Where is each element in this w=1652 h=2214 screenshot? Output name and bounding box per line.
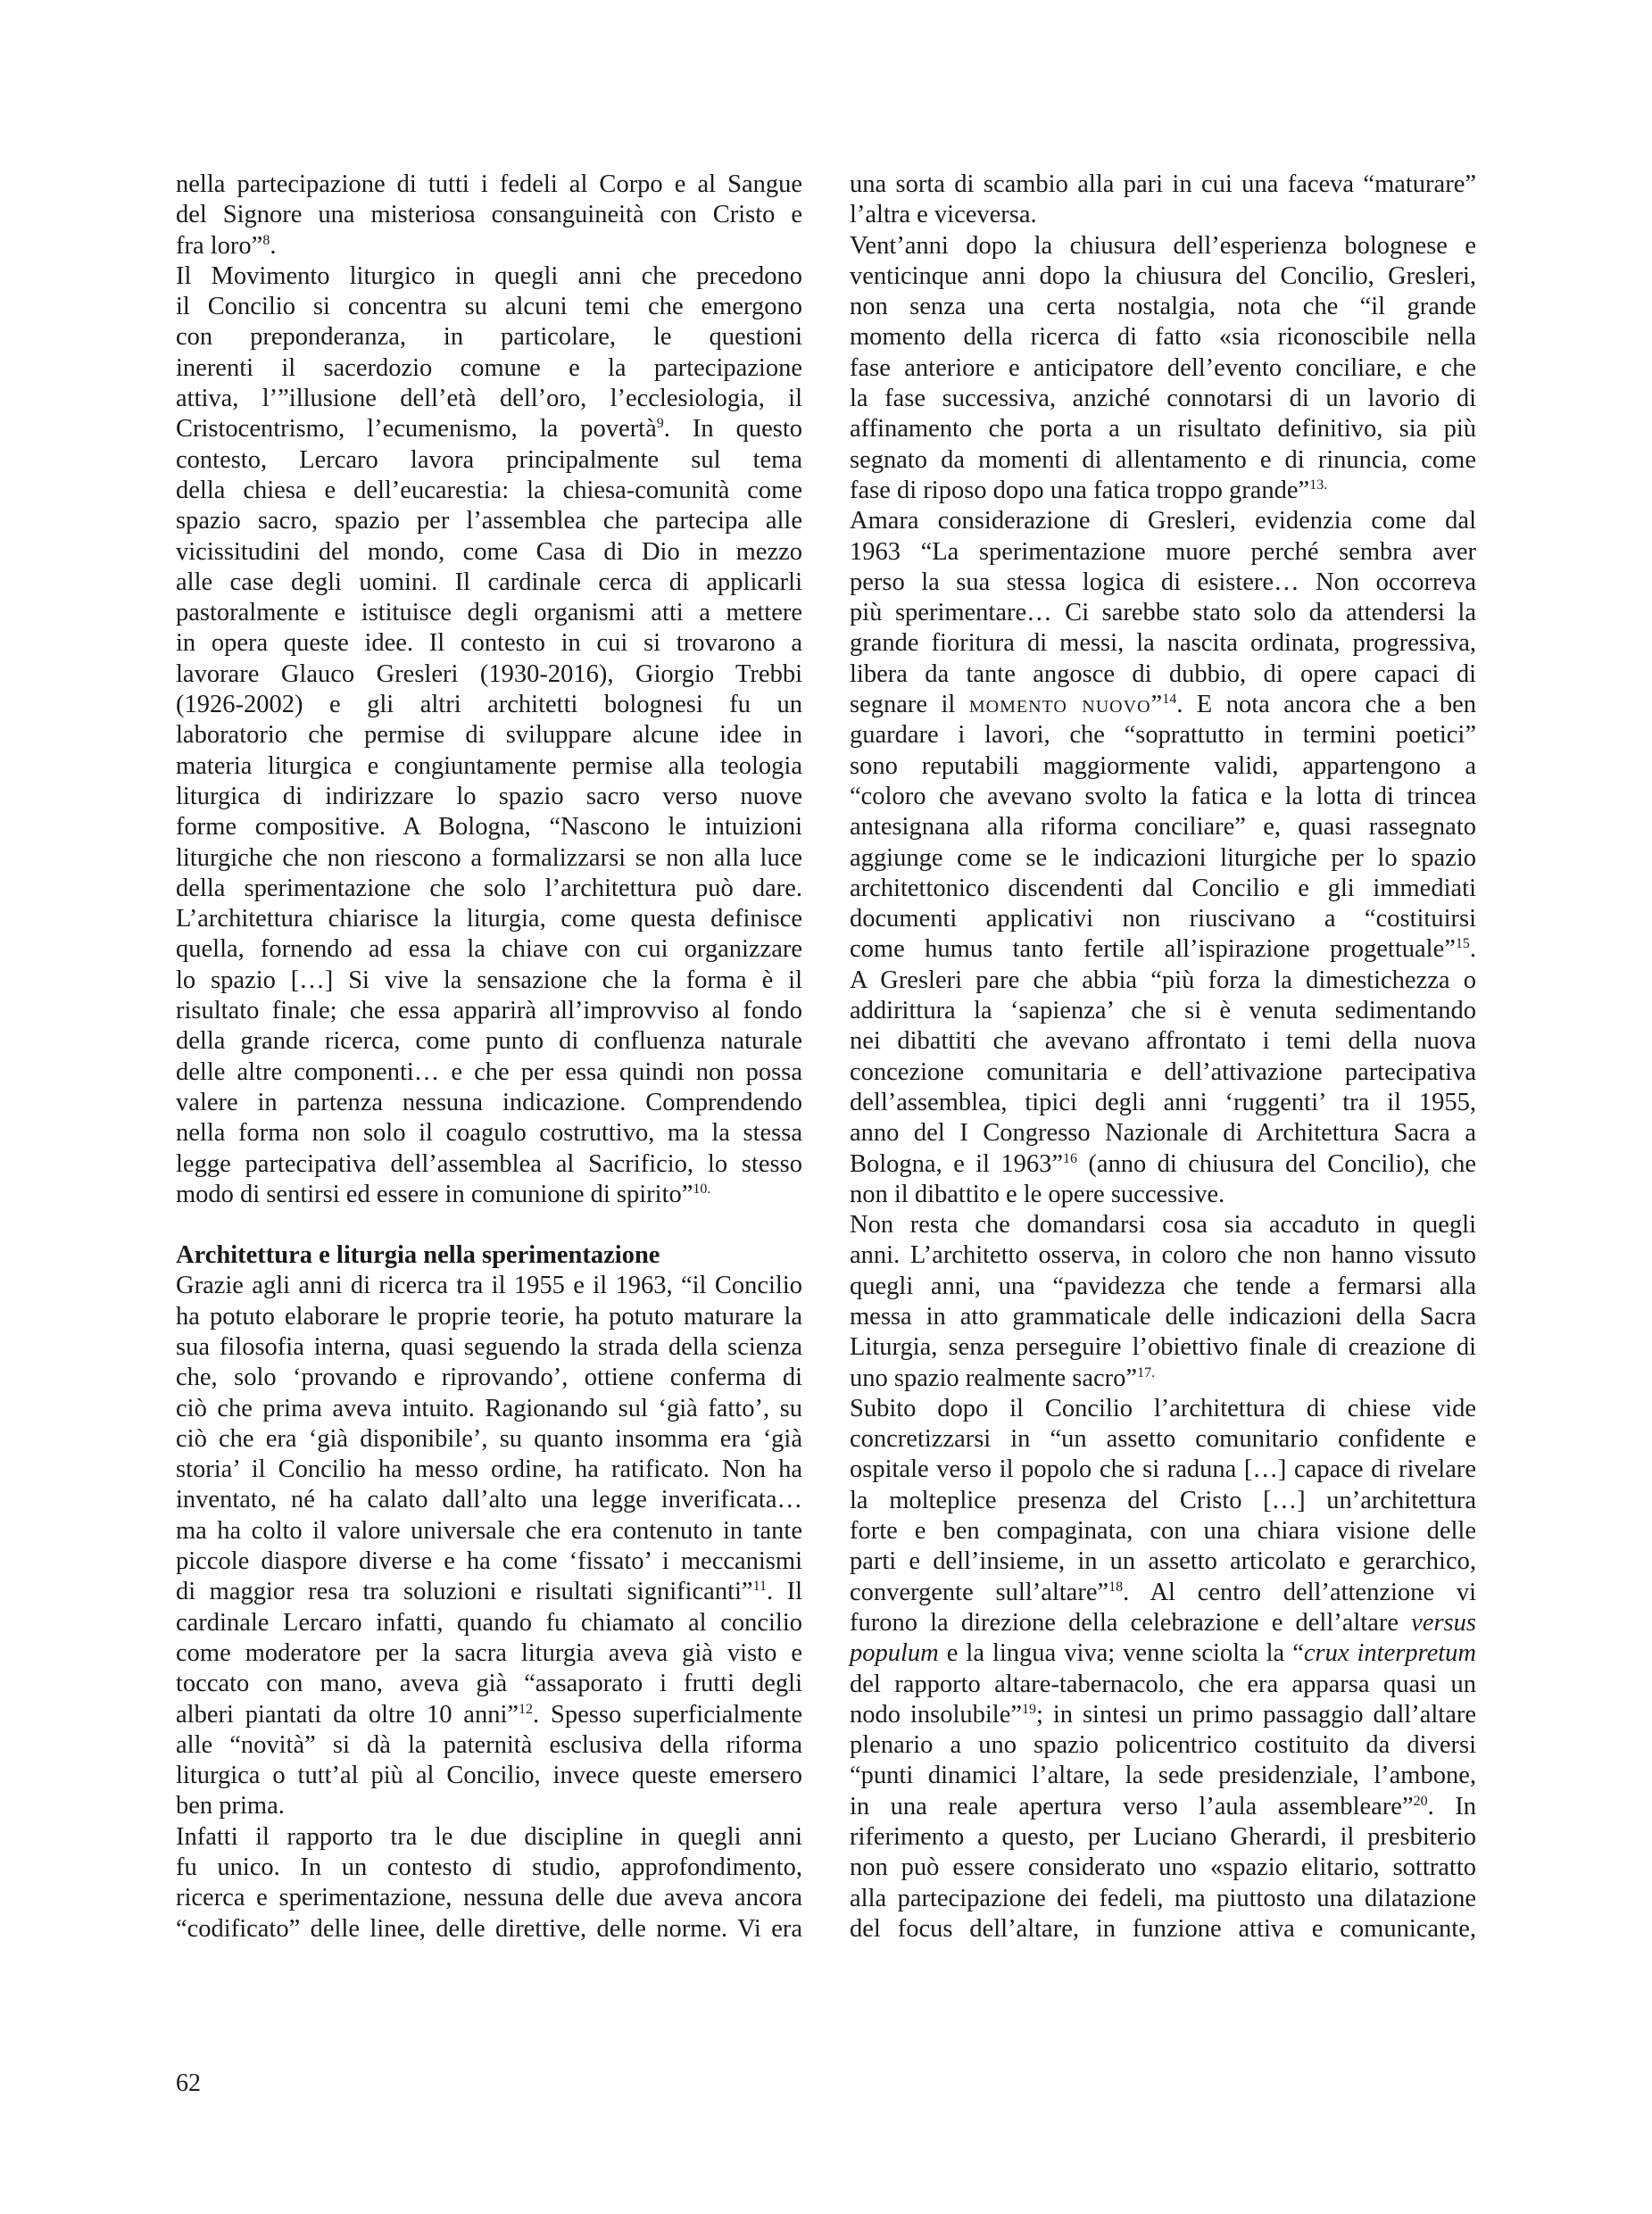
text-line: anno del I Congresso Nazionale di Architettura Sacra a (850, 1119, 1476, 1148)
text-line: perso la sua stessa logica di esistere… Non occorreva (850, 568, 1476, 596)
text-line: risultato finale; che essa apparirà all’improvviso al fondo (176, 997, 802, 1025)
footnote-ref[interactable]: 14 (1162, 692, 1177, 708)
text-line: fra loro”$^8$. (176, 231, 277, 260)
latin-term: versus (1411, 1608, 1476, 1637)
text-line: Amara considerazione di Gresleri, evidenzia come dal (850, 507, 1476, 535)
text-line: Vent’anni dopo la chiusura dell’esperienza bolognese e (850, 231, 1476, 260)
text-line: plenario a uno spazio policentrico costituito da diversi (850, 1731, 1476, 1760)
text-line: sua filosofia interna, quasi seguendo la strada della scienza (176, 1332, 802, 1361)
text-line: attiva, l’”illusione dell’età dell’oro, l’ecclesiologia, il (176, 385, 802, 413)
page-number: 62 (176, 2069, 201, 2097)
text-line: più sperimentare… Ci sarebbe stato solo da attendersi la (850, 599, 1476, 627)
text-line: fase di riposo dopo una fatica troppo grande”$^{13.}$ (850, 476, 1328, 504)
footnote-ref[interactable]: 15 (1455, 936, 1470, 952)
text-line: con preponderanza, in particolare, le questioni (176, 323, 802, 352)
text-line: materia liturgica e congiuntamente permise alla teologia (176, 751, 802, 780)
text-line: in una reale apertura verso l’aula assembleare”$^{20}$. In (850, 1792, 1476, 1820)
text-line: non il dibattito e le opere successive. (850, 1180, 1225, 1208)
footnote-ref[interactable]: 8 (262, 232, 270, 248)
text-line: alle “novità” si dà la paternità esclusiva della riforma (176, 1730, 802, 1759)
footnote-ref[interactable]: 9 (656, 416, 664, 432)
text-line: valere in partenza nessuna indicazione. Comprendendo (176, 1088, 802, 1116)
paragraph (850, 1394, 1476, 1945)
text-line: ricerca e sperimentazione, nessuna delle due aveva ancora (176, 1884, 802, 1912)
text-line: della sperimentazione che solo l’architettura può dare. (176, 874, 802, 902)
text-line: cardinale Lercaro infatti, quando fu chiamato al concilio (176, 1608, 802, 1637)
text-line: architettonico discendenti dal Concilio e gli immediati (850, 874, 1476, 902)
text-line: nella partecipazione di tutti i fedeli al Corpo e al Sangue (176, 170, 802, 198)
text-line: ha potuto elaborare le proprie teorie, ha potuto maturare la (176, 1302, 802, 1331)
text-line: messa in atto grammaticale delle indicazioni della Sacra (850, 1302, 1476, 1331)
paragraph (176, 170, 802, 261)
text-line: populum e la lingua viva; venne sciolta la “crux interpretum (850, 1639, 1476, 1668)
text-line: momento della ricerca di fatto «sia riconoscibile nella (850, 323, 1476, 352)
text-line: una sorta di scambio alla pari in cui una faceva “maturare” (850, 170, 1476, 198)
text-line: alle case degli uomini. Il cardinale cerca di applicarli (176, 568, 802, 596)
text-line: ma ha colto il valore universale che era contenuto in tante (176, 1516, 802, 1545)
text-line: non senza una certa nostalgia, nota che “il grande (850, 293, 1476, 321)
right-column (850, 170, 1476, 1945)
text-line: la molteplice presenza del Cristo […] un’architettura (850, 1486, 1476, 1514)
footnote-ref[interactable]: 18 (1108, 1579, 1124, 1595)
latin-term: populum (850, 1639, 939, 1668)
text-line: (1926-2002) e gli altri architetti bolognesi fu un (176, 691, 802, 719)
text-line: pastoralmente e istituisce degli organismi atti a mettere (176, 599, 802, 627)
text-line: Grazie agli anni di ricerca tra il 1955 e il 1963, “il Concilio (176, 1272, 802, 1300)
text-line: legge partecipativa dell’assemblea al Sacrificio, lo stesso (176, 1149, 802, 1178)
text-line: la fase successiva, anziché connotarsi di un lavorio di (850, 385, 1476, 413)
text-line: ospitale verso il popolo che si raduna […] capace di rivelare (850, 1455, 1476, 1484)
text-line: venticinque anni dopo la chiusura del Concilio, Gresleri, (850, 261, 1476, 290)
text-line: delle altre componenti… e che per essa quindi non possa (176, 1057, 802, 1086)
text-line: segnato da momenti di allentamento e di rinuncia, come (850, 445, 1476, 474)
text-line: come moderatore per la sacra liturgia aveva già visto e (176, 1638, 802, 1667)
text-line: modo di sentirsi ed essere in comunione di spirito”$^{10.}$ (176, 1180, 711, 1208)
text-line: Non resta che domandarsi cosa sia accaduto in quegli (850, 1211, 1476, 1240)
text-line: “coloro che avevano svolto la fatica e la lotta di trincea (850, 782, 1476, 810)
text-line: dell’assemblea, tipici degli anni ‘ruggenti’ tra il 1955, (850, 1088, 1476, 1116)
text-line: nella forma non solo il coagulo costruttivo, ma la stessa (176, 1119, 802, 1148)
text-line: storia’ il Concilio ha messo ordine, ha ratificato. Non ha (176, 1455, 802, 1484)
text-line: aggiunge come se le indicazioni liturgiche per lo spazio (850, 843, 1476, 872)
text-line: vicissitudini del mondo, come Casa di Dio in mezzo (176, 537, 802, 566)
text-line: “codificato” delle linee, delle direttive, delle norme. Vi era (176, 1914, 802, 1943)
text-line: concezione comunitaria e dell’attivazione partecipativa (850, 1057, 1476, 1086)
text-line: liturgiche che non riescono a formalizzarsi se non alla luce (176, 843, 802, 872)
paragraph (850, 170, 1476, 231)
text-line: nei dibattiti che avevano affrontato i temi della nuova (850, 1027, 1476, 1056)
text-line: laboratorio che permise di sviluppare alcune idee in (176, 721, 802, 750)
text-line: convergente sull’altare”$^{18}$. Al centro dell’attenzione vi (850, 1578, 1476, 1606)
text-line: alla partecipazione dei fedeli, ma piuttosto una dilatazione (850, 1884, 1476, 1912)
text-line: sono reputabili maggiormente validi, appartengono a (850, 751, 1476, 780)
text-line: alberi piantati da oltre 10 anni”$^{12}$. Spesso superficialmente (176, 1700, 802, 1729)
paragraph (176, 1822, 802, 1945)
text-line: quegli anni, una “pavidezza che tende a fermarsi alla (850, 1272, 1476, 1300)
text-line: Infatti il rapporto tra le due discipline in quegli anni (176, 1822, 802, 1851)
text-line: l’altra e viceversa. (850, 201, 1037, 229)
text-line: liturgica di indirizzare lo spazio sacro verso nuove (176, 782, 802, 810)
text-line: ciò che era ‘già disponibile’, su quanto insomma era ‘già (176, 1424, 802, 1453)
text-line: lo spazio […] Si vive la sensazione che la forma è il (176, 966, 802, 994)
paragraph (850, 1210, 1476, 1394)
footnote-ref[interactable]: 13. (1309, 477, 1328, 493)
text-line: del Signore una misteriosa consanguineità con Cristo e (176, 201, 802, 229)
text-line: piccole diaspore diverse e ha come ‘fissato’ i meccanismi (176, 1547, 802, 1576)
text-line: contesto, Lercaro lavora principalmente sul tema (176, 445, 802, 474)
footnote-ref[interactable]: 10. (693, 1181, 711, 1197)
text-line: spazio sacro, spazio per l’assemblea che partecipa alle (176, 507, 802, 535)
text-line: inerenti il sacerdozio comune e la partecipazione (176, 353, 802, 382)
text-line: 1963 “La sperimentazione muore perché sembra aver (850, 537, 1476, 566)
text-line: Il Movimento liturgico in quegli anni che precedono (176, 261, 802, 290)
text-line: Subito dopo il Concilio l’architettura di chiese vide (850, 1394, 1476, 1422)
text-line: libera da tante angosce di dubbio, di opere capaci di (850, 659, 1476, 688)
text-line: che, solo ‘provando e riprovando’, ottiene conferma di (176, 1364, 802, 1392)
text-line: addirittura la ‘sapienza’ che si è venuta sedimentando (850, 997, 1476, 1025)
text-line: A Gresleri pare che abbia “più forza la dimestichezza o (850, 966, 1476, 994)
footnote-ref[interactable]: 17. (1137, 1364, 1156, 1381)
text-line: del focus dell’altare, in funzione attiva e comunicante, (850, 1914, 1476, 1943)
text-line: Cristocentrismo, l’ecumenismo, la povertà$^9$. In questo (176, 415, 802, 444)
footnote-ref[interactable]: 11 (752, 1579, 767, 1595)
text-line: L’architettura chiarisce la liturgia, come questa definisce (176, 905, 802, 933)
text-line: del rapporto altare-tabernacolo, che era apparsa quasi un (850, 1670, 1476, 1698)
text-line: anni. L’architetto osserva, in coloro che non hanno vissuto (850, 1241, 1476, 1270)
text-line: fase anteriore e anticipatore dell’evento conciliare, e che (850, 353, 1476, 382)
paragraph (850, 231, 1476, 507)
paragraph (850, 506, 1476, 1210)
text-line: ben prima. (176, 1792, 285, 1820)
text-line: fu unico. In un contesto di studio, approfondimento, (176, 1853, 802, 1882)
text-line: forme compositive. A Bologna, “Nascono le intuizioni (176, 813, 802, 842)
text-line: riferimento a questo, per Luciano Gherardi, il presbiterio (850, 1823, 1476, 1852)
text-line: Bologna, e il 1963”$^{16}$ (anno di chiusura del Concilio), che (850, 1149, 1476, 1178)
text-line: toccato con mano, aveva già “assaporato i frutti degli (176, 1670, 802, 1698)
text-line: Liturgia, senza perseguire l’obiettivo finale di creazione di (850, 1333, 1476, 1362)
text-line: parti e dell’insieme, in un assetto articolato e gerarchico, (850, 1547, 1476, 1576)
text-line: lavorare Glauco Gresleri (1930-2016), Giorgio Trebbi (176, 659, 802, 688)
text-line: grande fioritura di messi, la nascita ordinata, progressiva, (850, 629, 1476, 658)
text-line: guardare i lavori, che “soprattutto in termini poetici” (850, 721, 1476, 750)
left-column (176, 170, 802, 1945)
text-line: concretizzarsi in “un assetto comunitario confidente e (850, 1425, 1476, 1454)
text-line: affinamento che porta a un risultato definitivo, sia più (850, 415, 1476, 444)
small-caps-term: momento nuovo (968, 691, 1151, 719)
footnote-ref[interactable]: 19 (1022, 1701, 1036, 1717)
footnote-ref[interactable]: 12 (519, 1701, 534, 1717)
text-line: segnare il momento nuovo”$^{14}$. E nota ancora che a ben (850, 691, 1477, 719)
text-line: quella, fornendo ad essa la chiave con cui organizzare (176, 935, 802, 964)
text-line: “punti dinamici l’altare, la sede presidenziale, l’ambone, (850, 1762, 1476, 1790)
text-line: forte e ben compaginata, con una chiara visione delle (850, 1517, 1476, 1546)
text-line: della chiesa e dell’eucarestia: la chiesa-comunità come (176, 476, 802, 504)
text-line: furono la direzione della celebrazione e dell’altare versus (850, 1608, 1476, 1637)
text-line: come humus tanto fertile all’ispirazione progettuale”$^{15}$. (850, 935, 1476, 964)
section-heading: Architettura e liturgia nella sperimentazione (176, 1241, 660, 1270)
footnote-ref[interactable]: 16 (1062, 1150, 1077, 1166)
text-line: della grande ricerca, come punto di confluenza naturale (176, 1027, 802, 1056)
text-line: antesignana alla riforma conciliare” e, quasi rassegnato (850, 813, 1476, 842)
paragraph (176, 1271, 802, 1821)
latin-term: crux interpretum (1303, 1639, 1476, 1668)
footnote-ref[interactable]: 20 (1413, 1793, 1428, 1809)
text-line: inventato, né ha calato dall’alto una legge inverificata… (176, 1486, 802, 1514)
text-line: non può essere considerato uno «spazio elitario, sottratto (850, 1853, 1476, 1882)
text-line: in opera queste idee. Il contesto in cui si trovarono a (176, 629, 802, 658)
text-line: nodo insolubile”$^{19}$; in sintesi un primo passaggio dall’altare (850, 1700, 1476, 1729)
text-line: uno spazio realmente sacro”$^{17.}$ (850, 1364, 1156, 1392)
text-line: di maggior resa tra soluzioni e risultati significanti”$^{11}$. Il (176, 1578, 802, 1606)
text-line: documenti applicativi non riuscivano a “costituirsi (850, 905, 1476, 933)
text-line: il Concilio si concentra su alcuni temi che emergono (176, 293, 802, 321)
paragraph (176, 261, 802, 1210)
text-line: ciò che prima aveva intuito. Ragionando sul ‘già fatto’, su (176, 1394, 802, 1422)
text-line: liturgica o tutt’al più al Concilio, invece queste emersero (176, 1762, 802, 1790)
